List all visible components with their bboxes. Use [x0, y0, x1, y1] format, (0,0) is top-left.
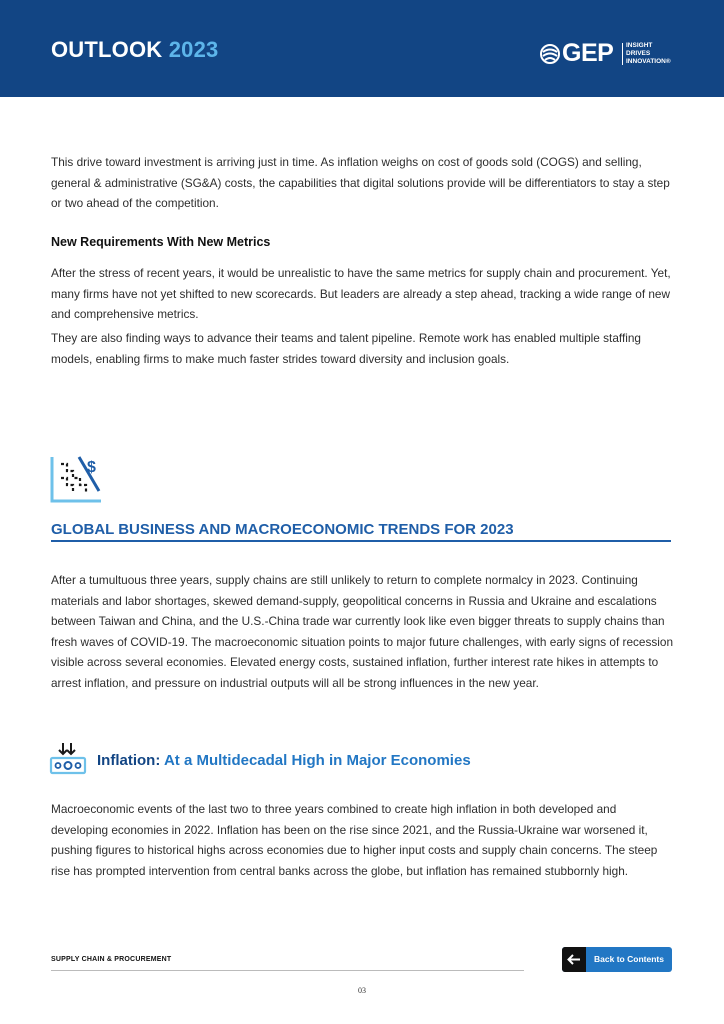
logo-wordmark: GEP	[562, 39, 614, 67]
gep-logo	[540, 41, 680, 67]
trends-paragraph: After a tumultuous three years, supply chains are still unlikely to return to complete normalcy in 2023. Continuing materials and labor shortages, skewed demand-supply, geopolitical concerns in Russia and Ukraine and escalations between Taiwan and China, and the U.S.-China trade war currently look like even bigger threats to supply chains than fresh waves of COVID-19. The macroeconomic situation points to major future challenges, with early signs of recession visible across several economies. Elevated energy costs, sustained inflation, further interest rate hikes in attempts to arrest inflation, and pressure on industrial outputs will all be strong influences in the new year.	[51, 573, 674, 690]
inflation-heading-rest: At a Multidecadal High in Major Economies	[163, 752, 471, 769]
footer-divider	[51, 970, 524, 971]
page-header	[0, 0, 724, 97]
metrics-paragraph-1: After the stress of recent years, it would be unrealistic to have the same metrics for supply chain and procurement. Yet, many firms have not yet shifted to new scorecards. But leaders are already a step ahead, tracking a wide range of new and comprehensive metrics.	[51, 266, 671, 321]
arrow-left-icon	[562, 947, 586, 972]
page-number: 03	[358, 986, 366, 995]
svg-text:$: $	[87, 459, 96, 476]
logo-tagline-line: INNOVATION®	[626, 58, 671, 65]
section-divider	[51, 540, 671, 542]
logo-divider	[622, 43, 623, 65]
back-to-contents-label: Back to Contents	[594, 954, 664, 964]
header-title-lead: OUTLOOK	[51, 37, 163, 62]
inflation-heading	[97, 752, 471, 769]
intro-paragraph: This drive toward investment is arriving just in time. As inflation weighs on cost of goods sold (COGS) and selling, general & administrative (SG&A) costs, the capabilities that digital solutions provide will be differentiators to stay a step or two ahead of the competition.	[51, 155, 670, 210]
trends-heading: GLOBAL BUSINESS AND MACROECONOMIC TRENDS FOR 2023	[51, 521, 514, 538]
inflation-heading-lead: Inflation:	[97, 752, 161, 769]
metrics-heading: New Requirements With New Metrics	[51, 235, 271, 249]
header-title-year: 2023	[168, 37, 219, 62]
logo-tagline-line: DRIVES	[626, 50, 651, 57]
metrics-paragraph-2: They are also finding ways to advance their teams and talent pipeline. Remote work has enabled multiple staffing models, enabling firms to make much faster strides toward diversity and inclusion goals.	[51, 331, 641, 366]
back-to-contents-button[interactable]	[562, 947, 672, 972]
logo-tagline	[626, 42, 671, 66]
header-title	[51, 37, 218, 63]
gep-swirl-icon	[540, 44, 560, 64]
inflation-paragraph: Macroeconomic events of the last two to three years combined to create high inflation in both developed and developing economies in 2022. Inflation has been on the rise since 2021, and the Russia-Ukraine war worsened it, pushing figures to historical highs across economies due to higher input costs and supply chain concerns. The steep rise has prompted intervention from central banks across the globe, but inflation has remained stubbornly high.	[51, 802, 658, 878]
chart-dollar-decline-icon	[49, 454, 103, 504]
footer-label: SUPPLY CHAIN & PROCUREMENT	[51, 956, 172, 963]
logo-tagline-line: INSIGHT	[626, 42, 653, 49]
cash-down-arrow-icon	[49, 742, 87, 776]
arrow-left-glyph	[562, 947, 586, 972]
